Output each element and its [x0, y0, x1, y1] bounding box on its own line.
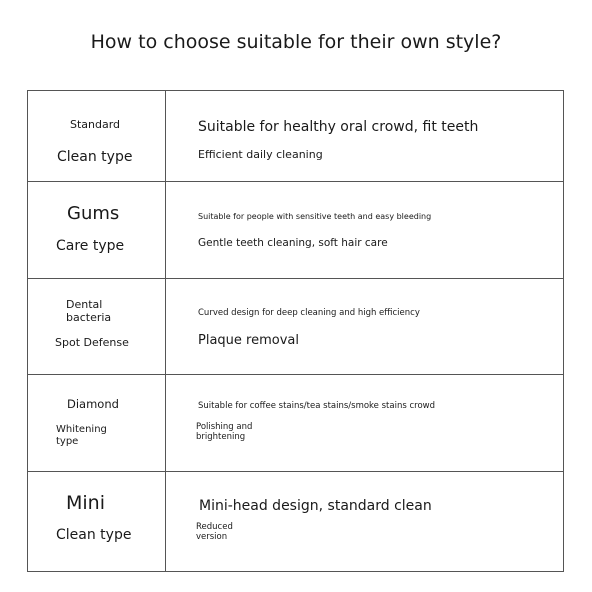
row-name-line2: Whitening type	[56, 424, 107, 447]
row-desc-main: Mini-head design, standard clean	[199, 498, 432, 514]
row-desc-main: Suitable for healthy oral crowd, fit teeth	[198, 119, 479, 135]
row-name-line1: Mini	[66, 492, 105, 514]
row-divider	[28, 181, 563, 182]
column-divider	[165, 91, 166, 571]
row-divider	[28, 278, 563, 279]
row-desc-main: Curved design for deep cleaning and high efficiency	[198, 308, 420, 318]
comparison-table	[27, 90, 564, 572]
row-name-line2: Care type	[56, 238, 125, 254]
row-name-line1: Dental bacteria	[66, 298, 112, 324]
row-name-line2: Clean type	[57, 149, 133, 165]
row-name-line1: Standard	[70, 118, 121, 131]
page-title: How to choose suitable for their own style?	[90, 31, 502, 53]
row-desc-sub: Plaque removal	[198, 333, 299, 348]
row-divider	[28, 374, 563, 375]
row-desc-sub: Reduced version	[196, 522, 233, 542]
row-desc-sub: Efficient daily cleaning	[198, 148, 323, 161]
row-divider	[28, 471, 563, 472]
row-name-line2: Clean type	[56, 527, 132, 543]
row-name-line1: Diamond	[67, 397, 119, 411]
row-desc-main: Suitable for coffee stains/tea stains/smoke stains crowd	[198, 401, 435, 411]
row-desc-sub: Polishing and brightening	[196, 422, 253, 442]
row-name-line2: Spot Defense	[55, 336, 129, 349]
row-desc-sub: Gentle teeth cleaning, soft hair care	[198, 237, 388, 249]
row-name-line1: Gums	[67, 203, 120, 224]
row-desc-main: Suitable for people with sensitive teeth and easy bleeding	[198, 212, 432, 221]
